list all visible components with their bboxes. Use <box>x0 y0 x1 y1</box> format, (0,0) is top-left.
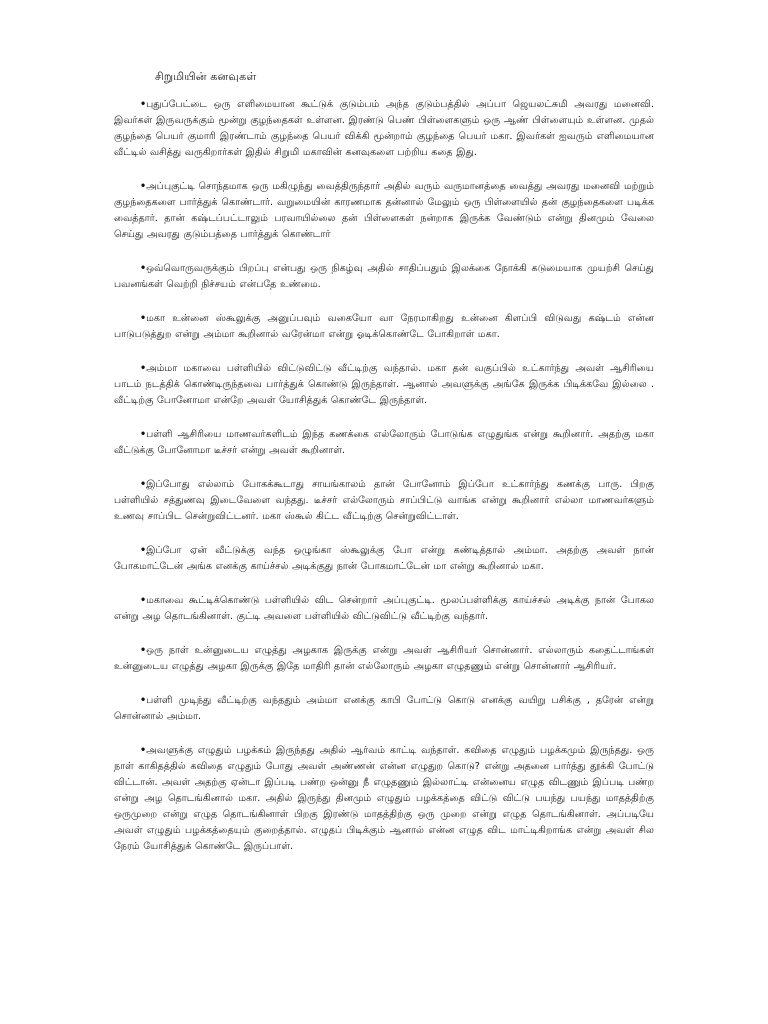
bullet: • <box>140 745 147 756</box>
bullet: • <box>140 181 147 192</box>
bullet: • <box>140 363 147 374</box>
bullet: • <box>140 645 147 656</box>
paragraph-text: பள்ளி முடிந்து வீட்டிற்கு வந்ததும் அம்மா எனக்கு காபி போட்டு கொடு எனக்கு வயிறு பசிக்கு , தரேன் என்று சொன்னால் அம்மா. <box>114 695 654 722</box>
paragraph-text: ஒவ்வொருவருக்கும் பிறப்பு என்பது ஒரு நிகழ்வு அதில் சாதிப்பதும் இலக்கை நோக்கி கடுமையாக முயற்சி செய்து பவனங்கள் வெற்றி நிச்சயம் என்பதே உண்மை. <box>114 263 654 290</box>
paragraph <box>114 593 654 625</box>
paragraph-text: ஒரு நாள் உன்னுடைய எழுத்து அழகாக இருக்கு என்று அவள் ஆசிரியர் சொன்னார். எல்லாரும் கதைட்டாங்கள் உன்னுடைய எழுத்து அழகா இருக்கு இதே மாதிரி தான் எல்லோரும் அழகா எழுதணும் என்று சொன்னார் ஆசிரியர். <box>114 645 654 672</box>
document-title: சிறுமியின் கனவுகள் <box>155 70 257 83</box>
bullet: • <box>140 313 147 324</box>
paragraph-text: இப்போ ஏன் வீட்டுக்கு வந்த ஒழுங்கா ஸ்கூலுக்கு போ என்று கண்டித்தால் அம்மா. அதற்கு அவள் நான் போகமாட்டேன் அங்க எனக்கு காய்ச்சல் அடிக்குது நான் போகமாட்டேன் மா என்று கூறினால் மகா. <box>114 545 654 572</box>
paragraph-text: இப்போது எல்லாம் போகக்கூடாது சாயங்காலம் தான் போனோம் இப்போ உட்கார்ந்து கணக்கு பாரு. பிறகு பள்ளியில் சத்துணவு இடைவேளை வந்தது. டீச்சர் எல்லோரும் சாப்பிட்டு வாங்க என்று கூறினார் எல்லா மாணவர்களும் உணவு சாப்பிட சென்றுவிட்டனர். மகா ஸ்கூல் கிட்ட வீட்டிற்கு சென்றுவிட்டாள். <box>114 479 654 522</box>
bullet: • <box>140 99 147 110</box>
bullet: • <box>140 695 147 706</box>
bullet: • <box>140 263 147 274</box>
bullet: • <box>140 545 147 556</box>
paragraph-text: மகாவை கூட்டிக்கொண்டு பள்ளியில் விட சென்றார் அப்புகுட்டி. மூலப்பள்ளிக்கு காய்ச்சல் அடிக்கு நான் போகல என்று அழ தொடங்கினாள். குட்டி அவளை பள்ளியில் விட்டுவிட்டு வீட்டிற்கு வந்தார். <box>114 595 654 622</box>
paragraph <box>114 179 654 243</box>
paragraph <box>114 543 654 575</box>
paragraph <box>114 361 654 409</box>
paragraph <box>114 261 654 293</box>
document-body <box>114 97 654 873</box>
paragraph <box>114 477 654 525</box>
paragraph <box>114 311 654 343</box>
paragraph <box>114 693 654 725</box>
paragraph-text: அப்புகுட்டி சொந்தமாக ஒரு மகிழுந்து வைத்திருந்தார் அதில் வரும் வருமானத்தை வைத்து அவரது மனைவி மற்றும் குழந்தைகளை பார்த்துக் கொண்டார். வறுமையின் காரணமாக தன்னால் மேலும் ஒரு பிள்ளையில் தன் குழந்தைகளை படிக்க வைத்தார். தான் கஷ்டப்பட்டாலும் பரவாயில்லை தன் பிள்ளைகள் நன்றாக இருக்க வேண்டும் என்று தினமும் வேலை செய்து அவரது குடும்பத்தை பார்த்துக் கொண்டார் <box>114 181 654 240</box>
paragraph <box>114 427 654 459</box>
bullet: • <box>140 595 147 606</box>
paragraph <box>114 743 654 855</box>
bullet: • <box>140 479 147 490</box>
paragraph-text: அவளுக்கு எழுதும் பழக்கம் இருந்தது அதில் ஆர்வம் காட்டி வந்தாள். கவிதை எழுதும் பழக்கமும் இருந்தது. ஒரு நாள் காகிதத்தில் கவிதை எழுதும் போது அவள் அண்ணன் என்ன எழுதுற கொடு? என்று அதனை பார்த்து தூக்கி போட்டு விட்டான். அவள் அதற்கு ஏன்டா இப்படி பண்ற ஒன்னு நீ எழுதணும் இல்லாட்டி என்னைய எழுத விடணும் இப்படி பண்ற என்று அழ தொடங்கினால் மகா. அதில் இருந்து தினமும் எழுதும் பழக்கத்தை விட்டு விட்டு பயந்து பயந்து மாதத்திற்கு ஒருமுறை என்று எழுத தொடங்கினாள் பிறகு இரண்டு மாதத்திற்கு ஒரு முறை என்று எழுத தொடங்கினாள். அப்படியே அவள் எழுதும் பழக்கத்தையும் குறைத்தால். எழுதப் பிடிக்கும் ஆனால் என்ன எழுத விட மாட்டிகிறாங்க என்று அவள் சில நேரம் யோசித்துக் கொண்டே இருப்பாள். <box>114 745 654 852</box>
paragraph-text: புதுப்பேட்டை ஒரு எளிமையான கூட்டுக் குடும்பம் அந்த குடும்பத்தில் அப்பா ஜெயலட்சுமி அவரது மனைவி. இவர்கள் இருவருக்கும் மூன்று குழந்தைகள் உள்ளன. இரண்டு பெண் பிள்ளைகளும் ஒரு ஆண் பிள்ளையும் உள்ளன. முதல் குழந்தை பெயர் குமாரி இரண்டாம் குழந்தை பெயர் விக்கி மூன்றாம் குழந்தை பெயர் மகா. இவர்கள் ஐவரும் எளிமையான வீட்டில் வசித்து வருகிறார்கள் இதில் சிறுமி மகாவின் கனவுகளை பற்றிய கதை இது. <box>114 99 654 158</box>
paragraph-text: அம்மா மகாவை பள்ளியில் விட்டுவிட்டு வீட்டிற்கு வந்தால். மகா தன் வகுப்பில் உட்கார்ந்து அவள் ஆசிரியை பாடம் நடத்திக் கொண்டிருந்தவை பார்த்துக் கொண்டு இருந்தாள். ஆனால் அவளுக்கு அங்கே இருக்க பிடிக்கவே இல்லை . வீட்டிற்கு போனோமா என்றே அவள் யோசித்துக் கொண்டே இருந்தாள். <box>114 363 654 406</box>
paragraph-text: மகா உன்னை ஸ்கூலுக்கு அனுப்பவும் வகையோ வா நேரமாகிறது உன்னை கிளப்பி விடுவது கஷ்டம் என்ன பாடுபடுத்துற என்று அம்மா கூறினால் வரேன்மா என்று ஓடிக்கொண்டே போகிறாள் மகா. <box>114 313 654 340</box>
paragraph <box>114 97 654 161</box>
paragraph <box>114 643 654 675</box>
bullet: • <box>140 429 147 440</box>
paragraph-text: பள்ளி ஆசிரியை மாணவர்களிடம் இந்த கணக்கை எல்லோரும் போடுங்க எழுதுங்க என்று கூறினார். அதற்கு மகா வீட்டுக்கு போனோமா டீச்சர் என்று அவள் கூறினாள். <box>114 429 654 456</box>
